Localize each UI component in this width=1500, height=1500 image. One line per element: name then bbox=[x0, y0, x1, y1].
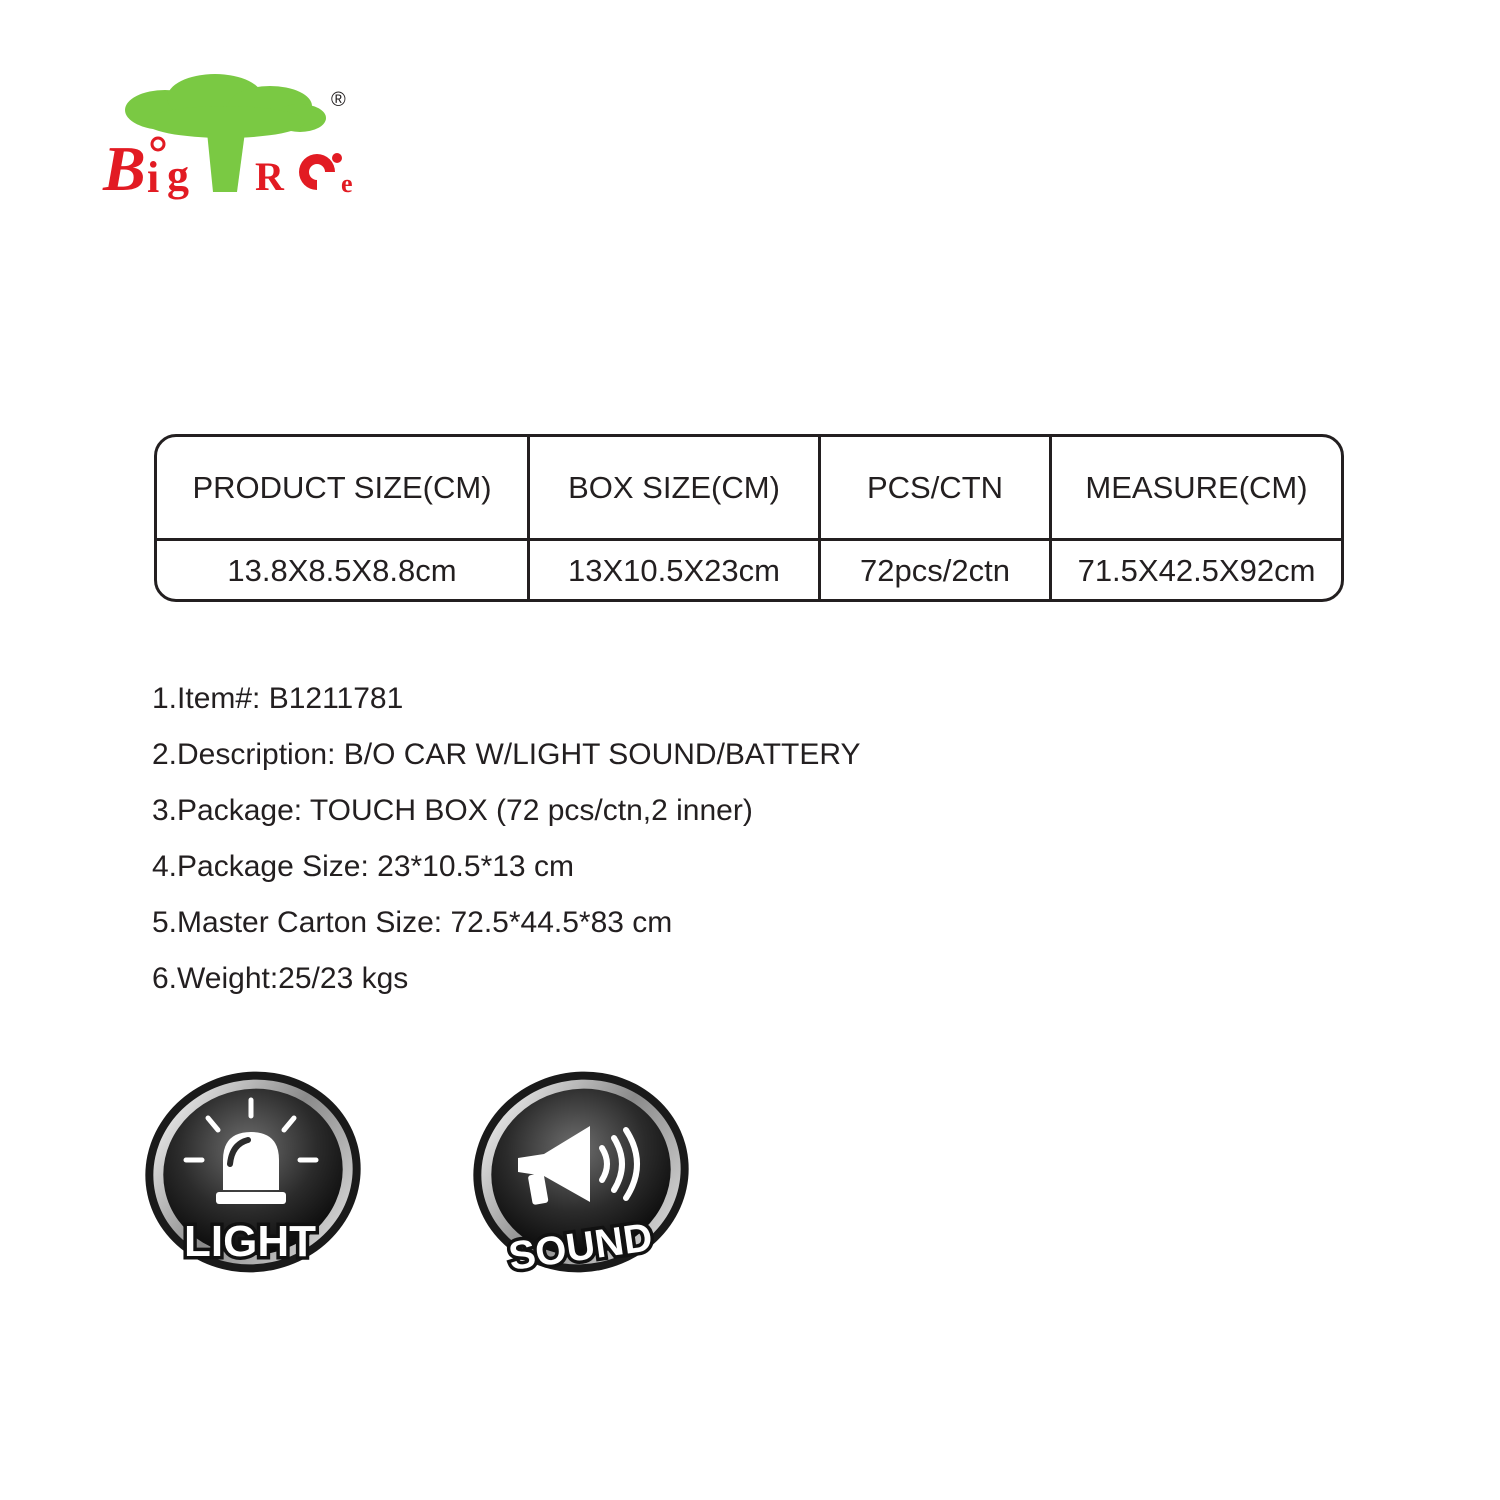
table-header-row bbox=[157, 437, 1341, 540]
svg-text:B: B bbox=[103, 133, 146, 204]
header-measure: MEASURE(CM) bbox=[1051, 437, 1342, 540]
brand-logo bbox=[95, 72, 375, 212]
value-measure: 71.5X42.5X92cm bbox=[1077, 553, 1316, 588]
registered-mark: ® bbox=[331, 89, 346, 111]
value-box-size: 13X10.5X23cm bbox=[529, 540, 820, 602]
svg-text:R: R bbox=[255, 154, 284, 199]
value-pcs-ctn: 72pcs/2ctn bbox=[820, 540, 1051, 602]
value-product-size: 13.8X8.5X8.8cm bbox=[157, 540, 529, 602]
sound-badge bbox=[466, 1060, 696, 1290]
header-product-size: PRODUCT SIZE(CM) bbox=[157, 437, 529, 540]
item-number: 1.Item#: B1211781 bbox=[152, 682, 404, 715]
product-info-list bbox=[152, 680, 1052, 1016]
light-badge bbox=[138, 1060, 368, 1290]
bigtree-logo-icon bbox=[95, 72, 375, 212]
light-label: LIGHT bbox=[184, 1217, 316, 1266]
package-size: 4.Package Size: 23*10.5*13 cm bbox=[152, 850, 574, 883]
svg-text:g: g bbox=[167, 151, 189, 200]
header-pcs-ctn: PCS/CTN bbox=[820, 437, 1051, 540]
svg-text:i: i bbox=[147, 153, 160, 202]
table-row bbox=[157, 540, 1341, 602]
weight: 6.Weight:25/23 kgs bbox=[152, 962, 409, 995]
spec-table bbox=[154, 434, 1344, 602]
master-carton-size: 5.Master Carton Size: 72.5*44.5*83 cm bbox=[152, 906, 673, 939]
header-box-size: BOX SIZE(CM) bbox=[529, 437, 820, 540]
description: 2.Description: B/O CAR W/LIGHT SOUND/BATTERY bbox=[152, 738, 861, 771]
sound-label: SOUND bbox=[505, 1215, 656, 1279]
package: 3.Package: TOUCH BOX (72 pcs/ctn,2 inner) bbox=[152, 794, 753, 827]
svg-text:e: e bbox=[341, 169, 353, 198]
